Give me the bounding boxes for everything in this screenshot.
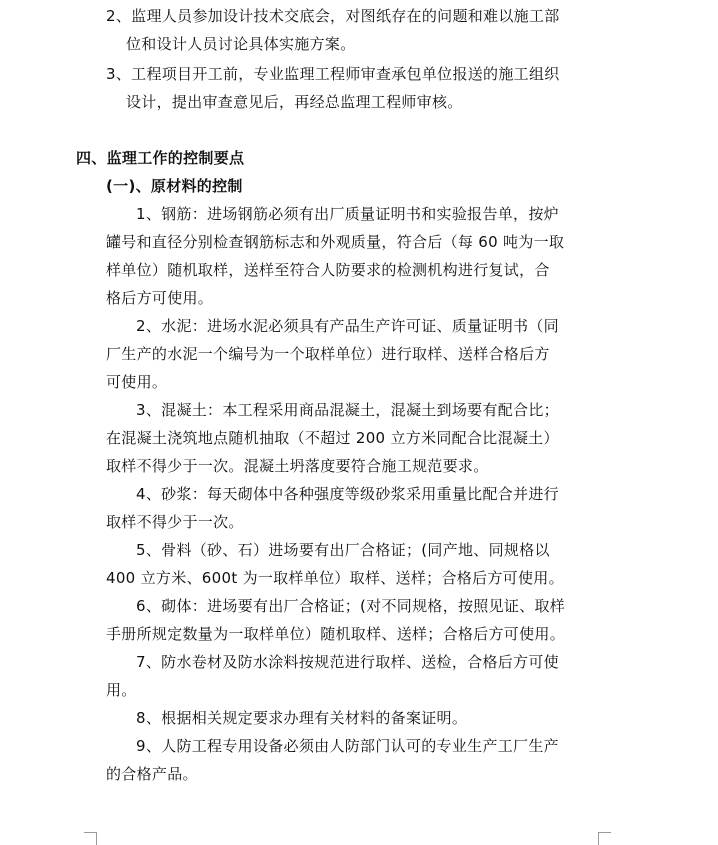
paragraph-line: 格后方可使用。: [106, 289, 214, 307]
page-corner-mark-right: [598, 832, 611, 845]
paragraph-line: 位和设计人员讨论具体实施方案。: [126, 35, 356, 53]
paragraph-line: 7、防水卷材及防水涂料按规范进行取样、送检，合格后方可使: [136, 653, 559, 671]
paragraph-line: 3、混凝土：本工程采用商品混凝土，混凝土到场要有配合比；: [136, 401, 559, 419]
paragraph-line: 罐号和直径分别检查钢筋标志和外观质量，符合后（每 60 吨为一取: [106, 233, 565, 251]
page-corner-mark-left: [84, 832, 97, 845]
paragraph-line: 设计，提出审查意见后，再经总监理工程师审核。: [126, 93, 463, 111]
paragraph-line: 用。: [106, 681, 137, 699]
paragraph-line: 取样不得少于一次。混凝土坍落度要符合施工规范要求。: [106, 457, 489, 475]
paragraph-line: 5、骨料（砂、石）进场要有出厂合格证；(同产地、同规格以: [136, 541, 550, 559]
paragraph-line: 3、工程项目开工前，专业监理工程师审查承包单位报送的施工组织: [106, 65, 560, 83]
paragraph-line: 在混凝土浇筑地点随机抽取（不超过 200 立方米同配合比混凝土）: [106, 429, 559, 447]
paragraph-line: 可使用。: [106, 373, 168, 391]
paragraph-line: 4、砂浆：每天砌体中各种强度等级砂浆采用重量比配合并进行: [136, 485, 559, 503]
paragraph-line: 2、监理人员参加设计技术交底会，对图纸存在的问题和难以施工部: [106, 7, 560, 25]
paragraph-line: 样单位）随机取样，送样至符合人防要求的检测机构进行复试，合: [106, 261, 550, 279]
section-heading: 四、监理工作的控制要点: [76, 149, 245, 167]
paragraph-line: 厂生产的水泥一个编号为一个取样单位）进行取样、送样合格后方: [106, 345, 550, 363]
paragraph-line: 的合格产品。: [106, 765, 198, 783]
subsection-heading: (一)、原材料的控制: [106, 177, 243, 195]
paragraph-line: 400 立方米、600t 为一取样单位）取样、送样；合格后方可使用。: [106, 569, 564, 587]
paragraph-line: 9、人防工程专用设备必须由人防部门认可的专业生产工厂生产: [136, 737, 559, 755]
watermark: [490, 446, 532, 465]
paragraph-line: 8、根据相关规定要求办理有关材料的备案证明。: [136, 709, 468, 727]
paragraph-line: 手册所规定数量为一取样单位）随机取样、送样；合格后方可使用。: [106, 625, 566, 643]
paragraph-line: 取样不得少于一次。: [106, 513, 244, 531]
paragraph-line: 2、水泥：进场水泥必须具有产品生产许可证、质量证明书（同: [136, 317, 559, 335]
paragraph-line: 1、钢筋：进场钢筋必须有出厂质量证明书和实验报告单，按炉: [136, 205, 559, 223]
paragraph-line: 6、砌体：进场要有出厂合格证；(对不同规格，按照见证、取样: [136, 597, 566, 615]
